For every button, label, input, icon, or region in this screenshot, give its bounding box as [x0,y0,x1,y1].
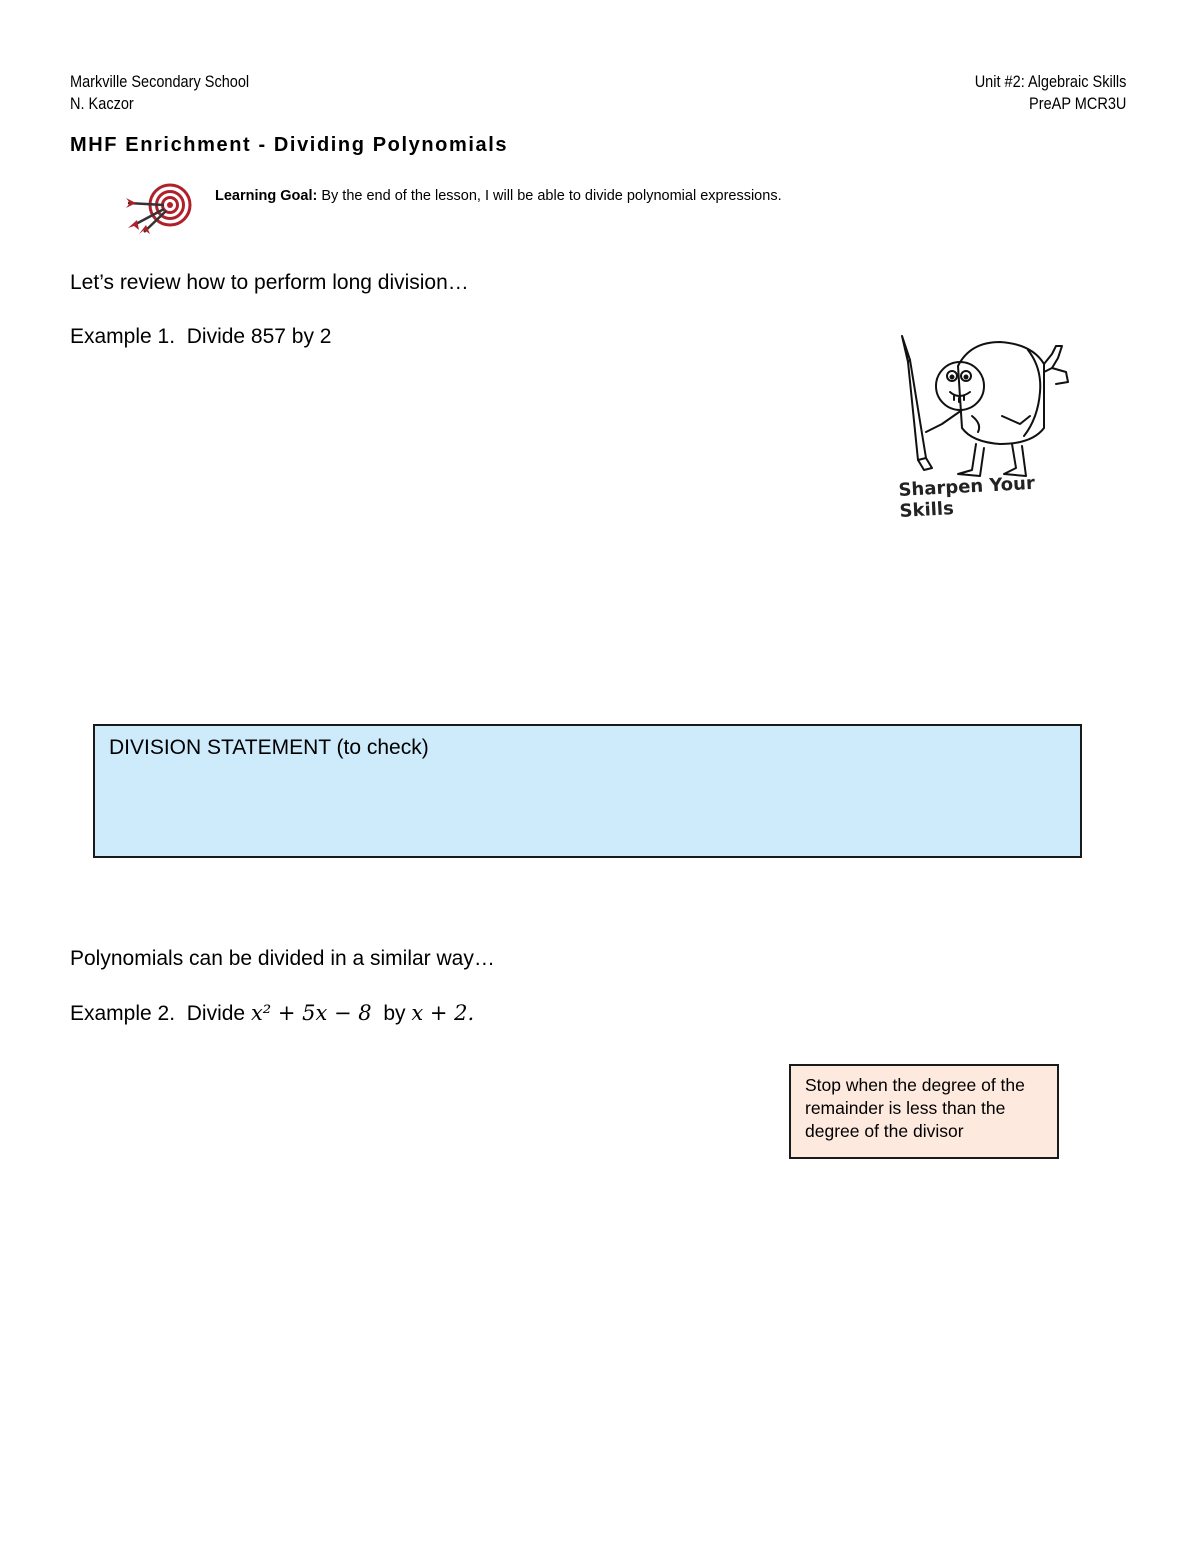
school-name: Markville Secondary School [70,73,250,91]
page-title: MHF Enrichment - Dividing Polynomials [70,134,509,156]
polynomials-intro: Polynomials can be divided in a similar way… [70,947,495,970]
header-left [70,71,249,115]
example-2-dividend: x² + 5x − 8 [250,1001,372,1025]
example-1-text: Divide 857 by 2 [186,325,332,348]
example-1 [70,325,332,349]
sharpen-caption: Sharpen Your Skills [898,472,1036,522]
example-1-label: Example 1. [70,325,176,348]
unit-label: Unit #2: Algebraic Skills [974,73,1126,91]
course-code: PreAP MCR3U [1028,95,1126,113]
teacher-name: N. Kaczor [70,95,134,113]
example-2 [70,1001,474,1026]
example-2-divisor: x + 2. [411,1001,475,1025]
example-2-label: Example 2. [70,1002,176,1025]
learning-goal-label: Learning Goal: [215,188,318,204]
review-intro: Let’s review how to perform long division… [70,271,469,294]
sharpen-skills-illustration [892,328,1082,522]
stop-note-text: Stop when the degree of the remainder is less than the degree of the divisor [805,1075,1025,1141]
example-2-divide: Divide [186,1002,246,1025]
header-right [974,71,1126,115]
learning-goal-text: By the end of the lesson, I will be able to divide polynomial expressions. [321,188,782,204]
target-icon [122,178,194,236]
division-statement-box [93,724,1082,858]
stop-note-box [789,1064,1059,1159]
division-statement-label: DIVISION STATEMENT (to check) [109,736,429,759]
learning-goal [215,188,782,204]
example-2-by: by [383,1002,406,1025]
